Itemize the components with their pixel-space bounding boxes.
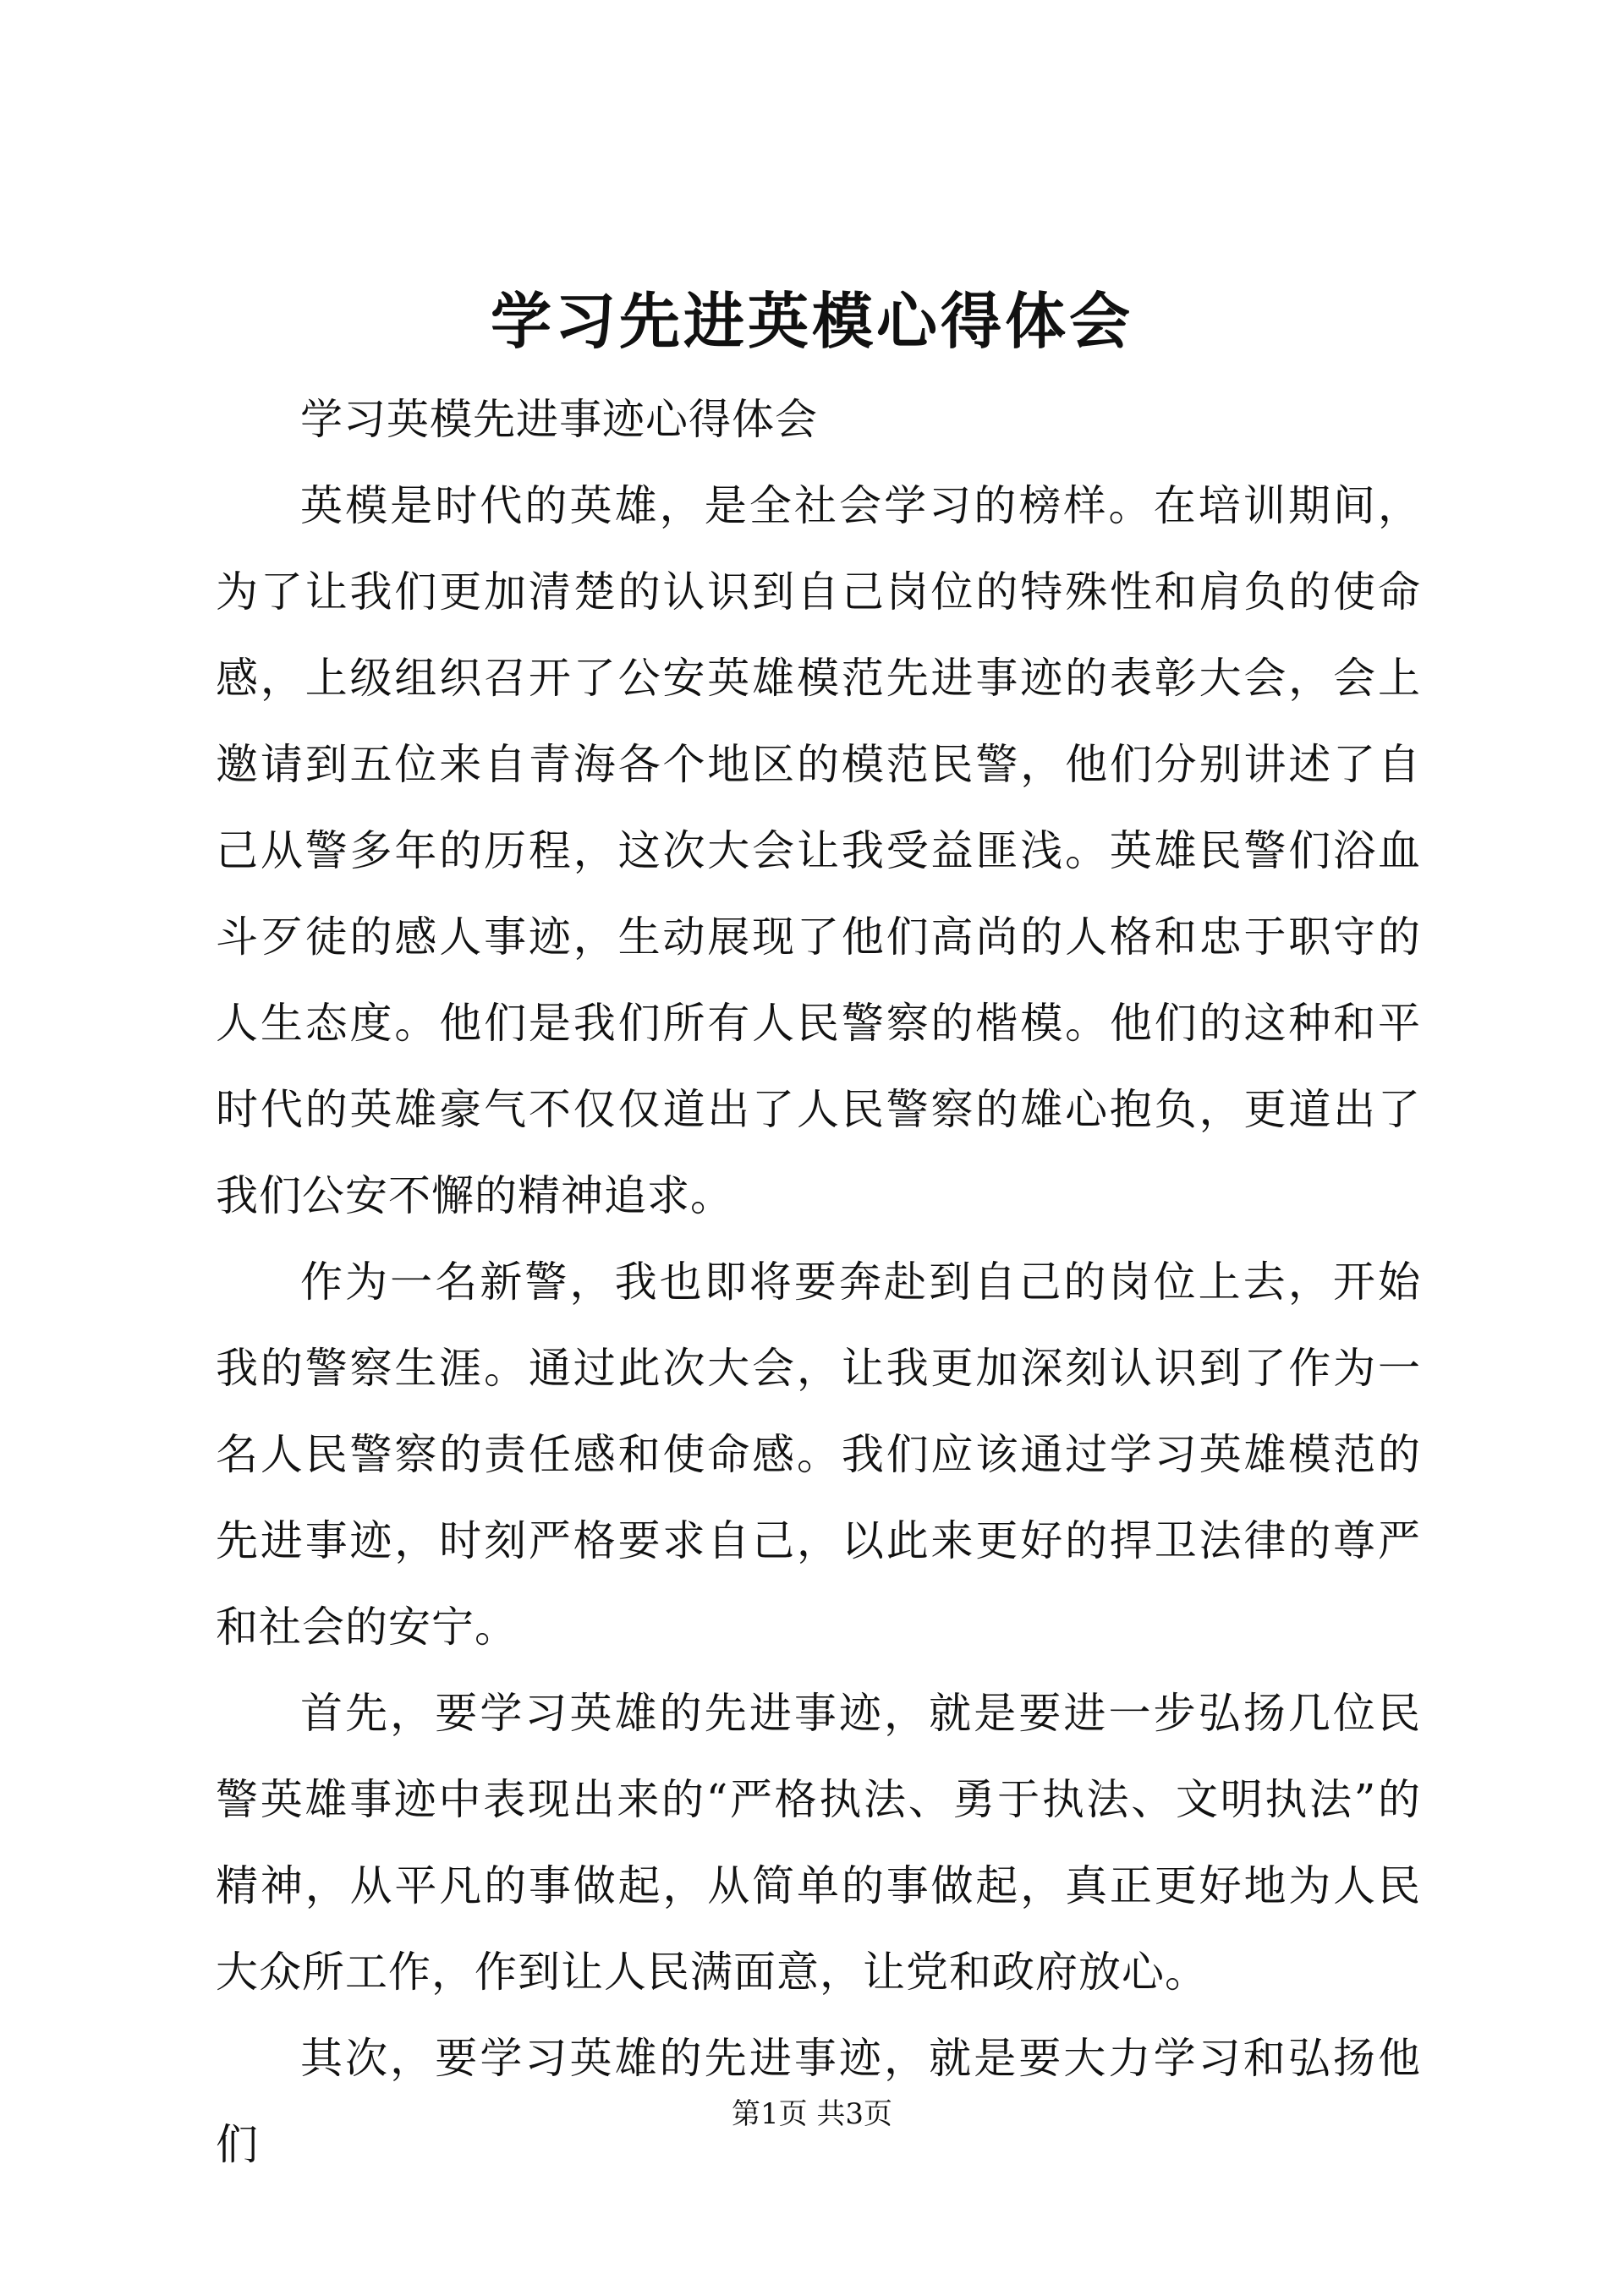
page-number-footer	[0, 2093, 1624, 2135]
body-paragraph: 作为一名新警，我也即将要奔赴到自己的岗位上去，开始我的警察生涯。通过此次大会，让我更加深刻认识到了作为一名人民警察的责任感和使命感。我们应该通过学习英雄模范的先进事迹，时刻严格要求自己，以此来更好的捍卫法律的尊严和社会的安宁。	[216, 1258, 1421, 1652]
document-body	[216, 376, 1421, 2188]
body-paragraph: 其次，要学习英雄的先进事迹，就是要大力学习和弘扬他们	[216, 2034, 1421, 2169]
body-paragraph: 首先，要学习英雄的先进事迹，就是要进一步弘扬几位民警英雄事迹中表现出来的“严格执法、勇于执法、文明执法”的精神，从平凡的事做起，从简单的事做起，真正更好地为人民大众所工作，作到让人民满面意，让党和政府放心。	[216, 1689, 1421, 1997]
page-number-label: 第1页 共3页	[731, 2097, 893, 2131]
subtitle-paragraph: 学习英模先进事迹心得体会	[300, 395, 818, 444]
document-title: 学习先进英模心得体会	[490, 285, 1133, 357]
body-paragraph: 英模是时代的英雄，是全社会学习的榜样。在培训期间，为了让我们更加清楚的认识到自己岗位的特殊性和肩负的使命感，上级组织召开了公安英雄模范先进事迹的表彰大会，会上邀请到五位来自青海各个地区的模范民警，他们分别讲述了自己从警多年的历程，这次大会让我受益匪浅。英雄民警们浴血斗歹徒的感人事迹，生动展现了他们高尚的人格和忠于职守的人生态度。他们是我们所有人民警察的楷模。他们的这种和平时代的英雄豪气不仅仅道出了人民警察的雄心抱负，更道出了我们公安不懈的精神追求。	[216, 481, 1421, 1220]
